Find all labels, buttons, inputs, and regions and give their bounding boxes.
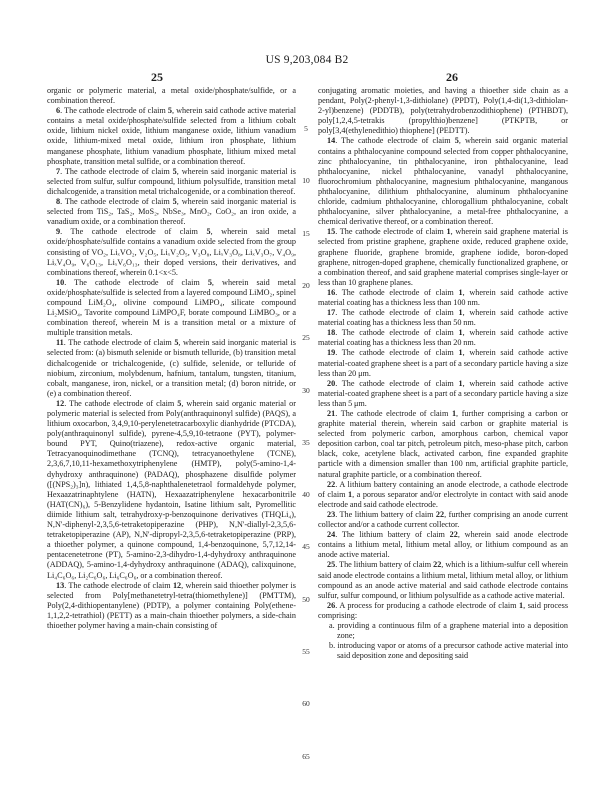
claim-paragraph: 16. The cathode electrode of claim 1, wherein said cathode active material coating has a thickness less than 100 nm. (318, 287, 568, 307)
claim-paragraph: 9. The cathode electrode of claim 5, wherein said metal oxide/phosphate/sulfide contains a vanadium oxide selected from the group consisting of VO₂, LiₓVO₂, V₂O₅, LiₓV₂O₅, V₃O₈, LiₓV₃O₈, LiₓV₃O₇, V₄O₉, LiₓV₄O₉, V₆O₁₃, LiₓV₆O₁₃, their doped versions, their derivatives, and combinations thereof, wherein 0.1<x<5. (47, 227, 296, 277)
gutter-line-number: 65 (302, 751, 310, 761)
claim-paragraph: 12. The cathode electrode of claim 5, wherein said organic material or polymeric material is selected from Poly(anthraquinonyl sulfide) (PAQS), a lithium oxocarbon, 3,4,9,10-perylenetetracarboxylic dianhydride (PTCDA), poly(anthraquinonyl sulfide), pyrene-4,5,9,10-tetraone (PYT), polymer-bound PYT, Quino(triazene), redox-active organic material, Tetracyanoquinodimethane (TCNQ), tetracyanoethylene (TCNE), 2,3,6,7,10,11-hexamethoxytriphenylene (HMTP), poly(5-amino-1,4-dyhydroxy anthraquinone) (PADAQ), phosphazene disulfide polymer ([(NPS₂)₃]n), lithiated 1,4,5,8-naphthalenetetraol formaldehyde polymer, Hexaazatrinaphtylene (HATN), Hexaazatriphenylene hexacarbonitrile (HAT(CN)₆), 5-Benzylidene hydantoin, Isatine lithium salt, Pyromellitic diimide lithium salt, tetrahydroxy-p-benzoquinone derivatives (THQLi₄), N,N'-diphenyl-2,3,5,6-tetraketopiperazine (PHP), N,N'-diallyl-2,3,5,6-tetraketopiperazine (AP), N,N'-dipropyl-2,3,5,6-tetraketopiperazine (PRP), a thioether polymer, a quinone compound, 1,4-benzoquinone, 5,7,12,14-pentacenetetrone (PT), 5-amino-2,3-dihydro-1,4-dyhydroxy anthraquinone (ADDAQ), 5-amino-1,4-dyhydroxy anthraquinone (ADAQ), calixquinone, Li₄C₆O₆, Li₂C₆O₆, Li₆C₆O₆, or a combination thereof. (47, 398, 296, 580)
claims-column-left (47, 86, 296, 631)
claim-paragraph: 25. The lithium battery of claim 22, which is a lithium-sulfur cell wherein said anode electrode contains a lithium metal, lithium metal alloy, or lithium compound as an anode active material and said cathode electrode contains sulfur, sulfur compound, or lithium polysulfide as a cathode active material. (318, 560, 569, 600)
claim-paragraph: 8. The cathode electrode of claim 5, wherein said inorganic material is selected from TiS₂, TaS₂, MoS₂, NbSe₃, MnO₂, CoO₂, an iron oxide, a vanadium oxide, or a combination thereof. (47, 197, 296, 227)
gutter-line-numbers (296, 0, 316, 792)
gutter-line-number: 10 (302, 176, 310, 186)
claim-paragraph: 22. A lithium battery containing an anode electrode, a cathode electrode of claim 1, a porous separator and/or electrolyte in contact with said anode electrode and said cathode electrode. (318, 479, 568, 509)
claim-paragraph: 24. The lithium battery of claim 22, wherein said anode electrode contains a lithium metal, lithium metal alloy, or lithium compound as an anode active material. (318, 530, 568, 560)
claim-paragraph: 21. The cathode electrode of claim 1, further comprising a carbon or graphite material therein, wherein said carbon or graphite material is selected from polymeric carbon, amorphous carbon, chemical vapor deposition carbon, coal tar pitch, petroleum pitch, meso-phase pitch, carbon black, coke, acetylene black, activated carbon, fine expanded graphite particle with a dimension smaller than 100 nm, artificial graphite particle, natural graphite particle, or a combination thereof. (318, 409, 568, 479)
claim-paragraph: 19. The cathode electrode of claim 1, wherein said cathode active material-coated graphene sheet is a part of a secondary particle having a size less than 20 μm. (318, 348, 568, 378)
gutter-line-number: 15 (302, 228, 310, 238)
claim-paragraph: 10. The cathode electrode of claim 5, wherein said metal oxide/phosphate/sulfide is selected from a layered compound LiMO₂, spinel compound LiM₂O₄, olivine compound LiMPO₄, silicate compound Li₂MSiO₄, Tavorite compound LiMPO₄F, borate compound LiMBO₃, or a combination thereof, wherein M is a transition metal or a mixture of multiple transition metals. (47, 277, 296, 338)
claim-paragraph: 17. The cathode electrode of claim 1, wherein said cathode active material coating has a thickness less than 50 nm. (318, 308, 568, 328)
column-page-number-right: 26 (446, 70, 458, 84)
claim-paragraph: 13. The cathode electrode of claim 12, wherein said thioether polymer is selected from Poly[methanetetryl-tetra(thiomethylene)] (PMTTM), Poly(2,4-dithiopentanylene) (PDTP), a polymer containing Poly(ethene-1,1,2,2-tetrathiol) (PETT) as a main-chain thioether polymers, a side-chain thioether polymer having a main-chain consisting of (47, 580, 296, 630)
gutter-line-number: 60 (302, 699, 310, 709)
gutter-line-number: 45 (302, 542, 310, 552)
claim-paragraph: 15. The cathode electrode of claim 1, wherein said graphene material is selected from pristine graphene, graphene oxide, reduced graphene oxide, graphene fluoride, graphene bromide, graphene iodide, boron-doped graphene, nitrogen-doped graphene, chemically functionalized graphene, or a combination thereof, and said graphene material comprises single-layer or less than 10 graphene planes. (318, 227, 568, 287)
claim-paragraph: 6. The cathode electrode of claim 5, wherein said cathode active material contains a metal oxide/phosphate/sulfide selected from a lithium cobalt oxide, lithium nickel oxide, lithium manganese oxide, lithium vanadium oxide, lithium-mixed metal oxide, lithium iron phosphate, lithium manganese phosphate, lithium vanadium phosphate, lithium mixed metal phosphate, transition metal sulfide, or a combination thereof. (47, 106, 296, 166)
claim-paragraph: 23. The lithium battery of claim 22, further comprising an anode current collector and/or a cathode current collector. (318, 509, 568, 530)
claim-paragraph: 11. The cathode electrode of claim 5, wherein said inorganic material is selected from: (a) bismuth selenide or bismuth telluride, (b) transition metal dichalcogenide or trichalcogenide, (c) sulfide, selenide, or telluride of niobium, zirconium, molybdenum, hafnium, tantalum, tungsten, titanium, cobalt, manganese, iron, nickel, or a transition metal; (d) boron nitride, or (e) a combination thereof. (47, 338, 296, 398)
claim-subitem: a. providing a continuous film of a graphene material into a deposition zone; (329, 620, 568, 641)
gutter-line-number: 55 (302, 647, 310, 656)
gutter-line-number: 50 (302, 594, 310, 604)
column-page-number-left: 25 (151, 70, 163, 84)
gutter-line-number: 40 (302, 490, 310, 500)
claim-paragraph: 14. The cathode electrode of claim 5, wherein said organic material contains a phthalocyanine compound selected from copper phthalocyanine, zinc phthalocyanine, tin phthalocyanine, iron phthalocyanine, lead phthalocyanine, nickel phthalocyanine, vanadyl phthalocyanine, fluorochromium phthalocyanine, magnesium phthalocyanine, manganous phthalocyanine, dilithium phthalocyanine, aluminum phthalocyanine chloride, cadmium phthalocyanine, chlorogallium phthalocyanine, cobalt phthalocyanine, silver phthalocyanine, a metal-free phthalocyanine, a chemical derivative thereof, or a combination thereof. (318, 136, 568, 227)
claim-paragraph: 26. A process for producing a cathode electrode of claim 1, said process comprising: (318, 600, 569, 620)
claim-paragraph: 18. The cathode electrode of claim 1, wherein said cathode active material coating has a thickness less than 20 nm. (318, 328, 568, 348)
gutter-line-number: 25 (302, 333, 310, 343)
gutter-line-number: 5 (304, 124, 308, 133)
claim-paragraph: conjugating aromatic moieties, and having a thioether side chain as a pendant, Poly(2-phenyl-1,3-dithiolane) (PPDT), Poly(1,4-di(1,3-dithiolan-2-yl)benzene) (PDDTB), poly(tetrahydrobenzodithiophene) (PTHBDT), poly[1,2,4,5-tetrakis (propylthio)benzene] (PTKPTB, or poly[3,4(ethylenedithio) thiophene] (PEDTT). (318, 86, 568, 136)
claim-subitem: b. introducing vapor or atoms of a precursor cathode active material into said deposition zone and depositing said (329, 641, 568, 661)
claim-paragraph: 20. The cathode electrode of claim 1, wherein said cathode active material-coated graphene sheet is a part of a secondary particle having a size less than 5 μm. (318, 378, 568, 408)
gutter-line-number: 35 (302, 437, 310, 447)
claim-paragraph: 7. The cathode electrode of claim 5, wherein said inorganic material is selected from sulfur, sulfur compound, lithium polysulfide, transition metal dichalcogenide, a transition metal trichalcogenide, or a combination thereof. (47, 166, 296, 196)
claim-paragraph: organic or polymeric material, a metal oxide/phosphate/sulfide, or a combination thereof. (47, 86, 296, 106)
gutter-line-number: 30 (302, 385, 310, 395)
gutter-line-number: 20 (302, 280, 310, 290)
claims-column-right (318, 86, 568, 661)
patent-number-header: US 9,203,084 B2 (265, 54, 349, 66)
